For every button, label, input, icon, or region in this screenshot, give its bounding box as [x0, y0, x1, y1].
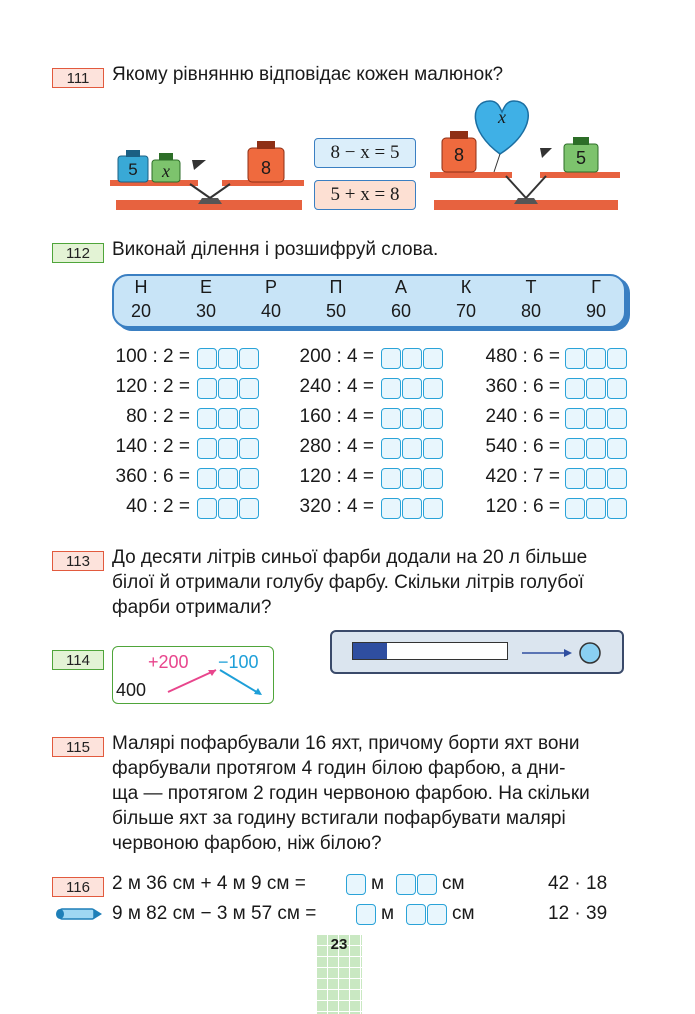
answer-cell[interactable] [402, 498, 422, 519]
row2-m-cell [356, 904, 377, 925]
answer-cell[interactable] [565, 438, 585, 459]
page-number: 23 [330, 936, 348, 953]
answer-cells [197, 438, 260, 459]
answer-cells [381, 498, 444, 519]
answer-cell[interactable] [406, 904, 426, 925]
answer-cells [197, 378, 260, 399]
division-expression: 240 : 4 = [299, 376, 374, 397]
task-113-line-3: фарби отримали? [112, 597, 272, 618]
answer-cell[interactable] [239, 438, 259, 459]
answer-cells [381, 408, 444, 429]
scale-stand [198, 198, 222, 204]
row1-m-unit: м [371, 873, 385, 894]
answer-cell[interactable] [381, 348, 401, 369]
division-expression: 120 : 4 = [299, 466, 374, 487]
answer-cell[interactable] [607, 348, 627, 369]
answer-cell[interactable] [197, 498, 217, 519]
task-112-text: Виконай ділення і розшифруй слова. [112, 239, 439, 260]
answer-cell[interactable] [423, 408, 443, 429]
division-expression: 80 : 2 = [126, 406, 190, 427]
answer-cell[interactable] [586, 348, 606, 369]
answer-cell[interactable] [607, 438, 627, 459]
cipher-letter: Р [264, 277, 277, 297]
row1-multiplication: 42 · 18 [548, 873, 608, 894]
weight-5: 5 [128, 160, 138, 179]
answer-cell[interactable] [607, 498, 627, 519]
answer-cells [381, 378, 444, 399]
division-expression: 420 : 7 = [485, 466, 560, 487]
cipher-letter: П [329, 277, 343, 297]
cipher-code: 80 [520, 301, 542, 321]
cipher-code: 30 [195, 301, 217, 321]
answer-cells [381, 468, 444, 489]
division-expression: 540 : 6 = [485, 436, 560, 457]
answer-cell[interactable] [218, 348, 238, 369]
task-number: 113 [66, 553, 90, 570]
answer-cell[interactable] [402, 408, 422, 429]
answer-cell[interactable] [396, 874, 416, 895]
task-115-line-3: ща — протягом 2 годин червоною фарбою. На скільки [112, 783, 590, 804]
answer-cells [381, 348, 444, 369]
answer-cell[interactable] [239, 408, 259, 429]
answer-cell[interactable] [607, 468, 627, 489]
result-circle [580, 643, 600, 663]
answer-cell[interactable] [197, 408, 217, 429]
balloon-x: x [498, 107, 506, 127]
answer-cell[interactable] [218, 498, 238, 519]
answer-cell[interactable] [402, 468, 422, 489]
answer-cells [565, 468, 628, 489]
answer-cell[interactable] [565, 378, 585, 399]
answer-cells [565, 498, 628, 519]
answer-cell[interactable] [218, 378, 238, 399]
weight-8-right: 8 [453, 145, 464, 165]
division-expression: 120 : 2 = [115, 376, 190, 397]
division-expression: 280 : 4 = [299, 436, 374, 457]
answer-cell[interactable] [417, 874, 437, 895]
task-115-line-4: більше яхт за годину встигали пофарбувати малярі [112, 808, 566, 829]
answer-cell[interactable] [197, 378, 217, 399]
chain-start: 400 [116, 680, 147, 700]
task-113-badge [52, 551, 104, 571]
task-113-line-1: До десяти літрів синьої фарби додали на 20 л більше [112, 547, 588, 568]
row1-cm-cells [396, 874, 438, 895]
division-expression: 140 : 2 = [115, 436, 190, 457]
row1-m-cell [346, 874, 367, 895]
answer-cell[interactable] [586, 408, 606, 429]
answer-cell[interactable] [586, 438, 606, 459]
answer-cell[interactable] [239, 348, 259, 369]
division-expression: 320 : 4 = [299, 496, 374, 517]
answer-cell[interactable] [423, 498, 443, 519]
task-115-line-5: червоною фарбою, ніж білою? [112, 833, 382, 854]
task-113-line-2: білої й отримали голубу фарбу. Скільки літрів голубої [112, 572, 584, 593]
division-expression: 360 : 6 = [115, 466, 190, 487]
progress-bar [352, 642, 508, 660]
answer-cell[interactable] [565, 408, 585, 429]
row2-multiplication: 12 · 39 [548, 903, 608, 924]
cipher-letter: А [394, 277, 407, 297]
progress-arrow [518, 642, 608, 664]
answer-cell[interactable] [402, 348, 422, 369]
cipher-letter: Н [134, 277, 148, 297]
answer-cell[interactable] [218, 438, 238, 459]
division-expression: 240 : 6 = [485, 406, 560, 427]
division-expression: 200 : 4 = [299, 346, 374, 367]
row1-expression: 2 м 36 см + 4 м 9 см = [112, 873, 306, 894]
answer-cell[interactable] [239, 378, 259, 399]
division-expression: 160 : 4 = [299, 406, 374, 427]
answer-cell[interactable] [402, 378, 422, 399]
answer-cell[interactable] [381, 498, 401, 519]
answer-cell[interactable] [381, 468, 401, 489]
answer-cell[interactable] [427, 904, 447, 925]
row2-cm-cells [406, 904, 448, 925]
answer-cell[interactable] [565, 348, 585, 369]
chain-plus: +200 [148, 652, 189, 672]
weight-5-right: 5 [575, 148, 586, 168]
task-number: 112 [66, 245, 90, 262]
answer-cells [565, 408, 628, 429]
task-number: 116 [66, 879, 90, 896]
pencil-icon [52, 905, 102, 923]
answer-cell[interactable] [423, 468, 443, 489]
cipher-code: 90 [585, 301, 607, 321]
equation-5-plus-x: 5 + x = 8 [314, 180, 416, 210]
answer-cell[interactable] [565, 498, 585, 519]
task-115-line-1: Малярі пофарбували 16 яхт, причому борти яхт вони [112, 733, 580, 754]
task-112-badge [52, 243, 104, 263]
answer-cell[interactable] [565, 468, 585, 489]
answer-cells [197, 348, 260, 369]
division-expression: 360 : 6 = [485, 376, 560, 397]
chain-minus: −100 [218, 652, 259, 672]
division-expression: 120 : 6 = [485, 496, 560, 517]
task-115-line-2: фарбували протягом 4 годин білою фарбою, а дни- [112, 758, 566, 779]
answer-cell[interactable] [197, 348, 217, 369]
answer-cell[interactable] [239, 498, 259, 519]
task-111-badge [52, 68, 104, 88]
cipher-letter: Е [199, 277, 212, 297]
cipher-letter: Г [591, 277, 601, 297]
division-expression: 100 : 2 = [115, 346, 190, 367]
row1-cm-unit: см [442, 873, 465, 894]
answer-cell[interactable] [423, 378, 443, 399]
cipher-code: 70 [455, 301, 477, 321]
task-116-badge [52, 877, 104, 897]
answer-cell[interactable] [381, 408, 401, 429]
cipher-code: 60 [390, 301, 412, 321]
task-115-badge [52, 737, 104, 757]
answer-cell[interactable] [402, 438, 422, 459]
answer-cells [197, 498, 260, 519]
task-114-badge [52, 650, 104, 670]
division-expression: 40 : 2 = [126, 496, 190, 517]
answer-cell[interactable] [423, 348, 443, 369]
answer-cell[interactable] [381, 378, 401, 399]
answer-cell[interactable] [607, 408, 627, 429]
answer-cell[interactable] [346, 874, 366, 895]
cipher-letter: К [460, 277, 472, 297]
task-number: 111 [66, 70, 90, 87]
answer-cell[interactable] [239, 468, 259, 489]
answer-cell[interactable] [607, 378, 627, 399]
answer-cell[interactable] [218, 468, 238, 489]
answer-cells [565, 438, 628, 459]
cipher-code: 20 [130, 301, 152, 321]
answer-cell[interactable] [218, 408, 238, 429]
cipher-code: 40 [260, 301, 282, 321]
cipher-code: 50 [325, 301, 347, 321]
task-number: 115 [66, 739, 90, 756]
progress-fill [353, 643, 387, 659]
answer-cell[interactable] [423, 438, 443, 459]
answer-cells [197, 468, 260, 489]
answer-cell[interactable] [197, 468, 217, 489]
answer-cell[interactable] [586, 468, 606, 489]
row2-m-unit: м [381, 903, 395, 924]
equation-8-minus-x: 8 − x = 5 [314, 138, 416, 168]
task-number: 114 [66, 652, 90, 669]
division-expression: 480 : 6 = [485, 346, 560, 367]
answer-cell[interactable] [381, 438, 401, 459]
row2-expression: 9 м 82 см − 3 м 57 см = [112, 903, 317, 924]
weight-8: 8 [260, 158, 271, 178]
answer-cell[interactable] [197, 438, 217, 459]
cipher-letter: Т [525, 277, 537, 297]
chain-arrows [112, 646, 274, 704]
row2-cm-unit: см [452, 903, 475, 924]
answer-cells [381, 438, 444, 459]
answer-cell[interactable] [586, 378, 606, 399]
answer-cells [565, 378, 628, 399]
answer-cell[interactable] [356, 904, 376, 925]
answer-cells [565, 348, 628, 369]
weight-x: x [162, 161, 170, 181]
answer-cells [197, 408, 260, 429]
answer-cell[interactable] [586, 498, 606, 519]
task-111-text: Якому рівнянню відповідає кожен малюнок? [112, 64, 504, 85]
